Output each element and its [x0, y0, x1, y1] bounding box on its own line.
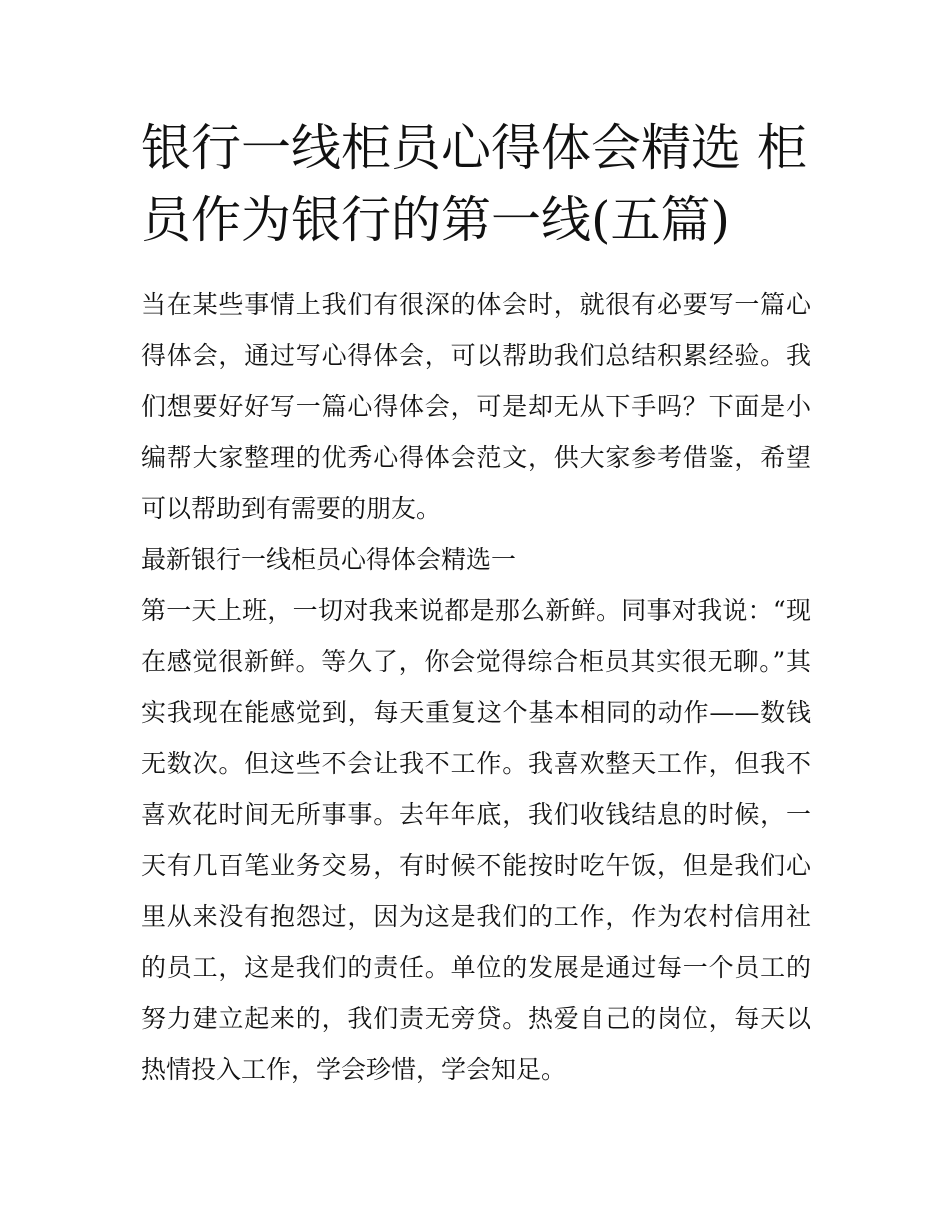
section-heading: 最新银行一线柜员心得体会精选一	[141, 545, 517, 574]
body-paragraph: 第一天上班，一切对我来说都是那么新鲜。同事对我说：“现在感觉很新鲜。等久了，你会觉得综合柜员其实很无聊。”其实我现在能感觉到，每天重复这个基本相同的动作——数钱无数次。但这些不会让我不工作。我喜欢整天工作，但我不喜欢花时间无所事事。去年年底，我们收钱结息的时候，一天有几百笔业务交易，有时候不能按时吃午饭，但是我们心里从来没有抱怨过，因为这是我们的工作，作为农村信用社的员工，这是我们的责任。单位的发展是通过每一个员工的努力建立起来的，我们责无旁贷。热爱自己的岗位，每天以热情投入工作，学会珍惜，学会知足。	[141, 596, 811, 1084]
document-title: 银行一线柜员心得体会精选 柜员作为银行的第一线(五篇)	[141, 119, 807, 249]
intro-paragraph: 当在某些事情上我们有很深的体会时，就很有必要写一篇心得体会，通过写心得体会，可以帮助我们总结积累经验。我们想要好好写一篇心得体会，可是却无从下手吗？下面是小编帮大家整理的优秀心得体会范文，供大家参考借鉴，希望可以帮助到有需要的朋友。	[141, 290, 811, 523]
document-content	[141, 112, 811, 1095]
